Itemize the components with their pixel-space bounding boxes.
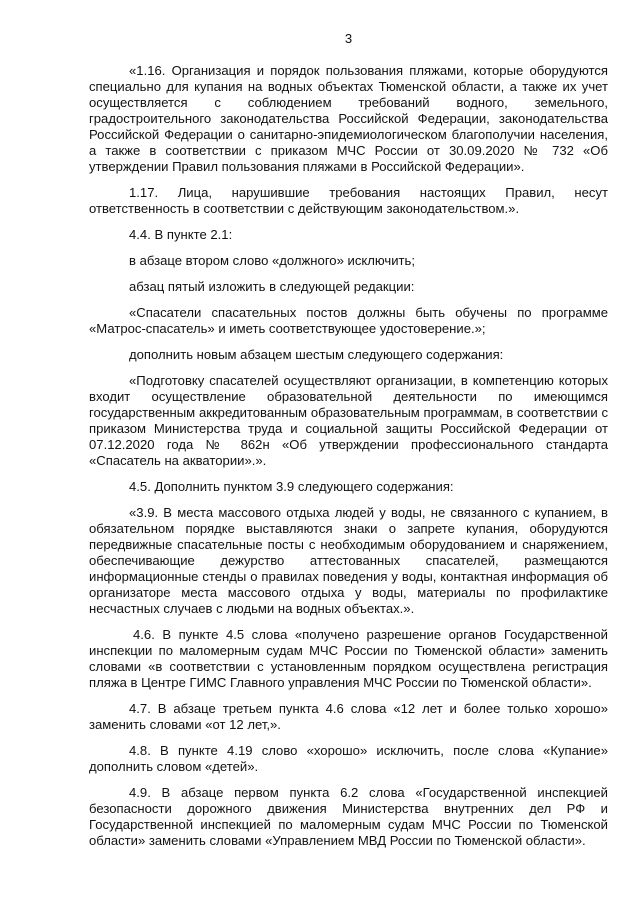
paragraph-rescuers-training: «Спасатели спасательных постов должны быть обучены по программе «Матрос-спасатель» и иметь соответствующее удостоверение.»;	[89, 305, 608, 336]
paragraph-3-9: «3.9. В места массового отдыха людей у воды, не связанного с купанием, в обязательном порядке выставляются знаки о запрете купания, оборудуются передвижные спасательные посты с необходимым оборудованием и снаряжением, обеспечивающие дежурство аттестованных спасателей, размещаются информационные стенды о правилах поведения у воды, контактная информация об организаторе места массового отдыха у воды, материалы по профилактике несчастных случаев с людьми на водных объектах.».	[89, 505, 608, 616]
paragraph-4-4: 4.4. В пункте 2.1:	[129, 227, 233, 242]
paragraph-4-9: 4.9. В абзаце первом пункта 6.2 слова «Государственной инспекцией безопасности дорожного движения Министерства внутренних дел РФ и Государственной инспекцией по маломерным судам МЧС России по Тюменской области» заменить словами «Управлением МВД России по Тюменской области».	[89, 785, 608, 848]
document-body	[89, 63, 608, 859]
paragraph-4-7: 4.7. В абзаце третьем пункта 4.6 слова «12 лет и более только хорошо» заменить словами «от 12 лет,».	[89, 701, 608, 732]
paragraph-1-17: 1.17. Лица, нарушившие требования настоящих Правил, несут ответственность в соответствии с действующим законодательством.».	[89, 185, 608, 216]
paragraph-4-5: 4.5. Дополнить пунктом 3.9 следующего содержания:	[129, 479, 454, 494]
paragraph-4-4-second-abzac: в абзаце втором слово «должного» исключить;	[129, 253, 416, 268]
paragraph-add-sixth-abzac: дополнить новым абзацем шестым следующего содержания:	[129, 347, 504, 362]
paragraph-4-4-fifth-abzac: абзац пятый изложить в следующей редакции:	[129, 279, 415, 294]
paragraph-1-16: «1.16. Организация и порядок пользования пляжами, которые оборудуются специально для купания на водных объектах Тюменской области, а также их учет осуществляется с соблюдением требований водного, земельного, градостроительного законодательства Российской Федерации, законодательства Российской Федерации о санитарно-эпидемиологическом благополучии населения, а также в соответствии с приказом МЧС России от 30.09.2020 № 732 «Об утверждении Правил пользования пляжами в Российской Федерации».	[89, 63, 608, 174]
paragraph-rescuers-preparation: «Подготовку спасателей осуществляют организации, в компетенцию которых входит осуществление образовательной деятельности по имеющимся государственным аккредитованным образовательным программам, в соответствии с приказом Министерства труда и социальной защиты Российской Федерации от 07.12.2020 года № 862н «Об утверждении профессионального стандарта «Спасатель на акватории».».	[89, 373, 608, 468]
page-number: 3	[344, 31, 353, 46]
paragraph-4-8: 4.8. В пункте 4.19 слово «хорошо» исключить, после слова «Купание» дополнить словом «детей».	[89, 743, 608, 774]
paragraph-4-6: 4.6. В пункте 4.5 слова «получено разрешение органов Государственной инспекции по маломерным судам МЧС России по Тюменской области» заменить словами «в соответствии с установленным порядком осуществлена регистрация пляжа в Центре ГИМС Главного управления МЧС России по Тюменской области».	[89, 627, 608, 690]
